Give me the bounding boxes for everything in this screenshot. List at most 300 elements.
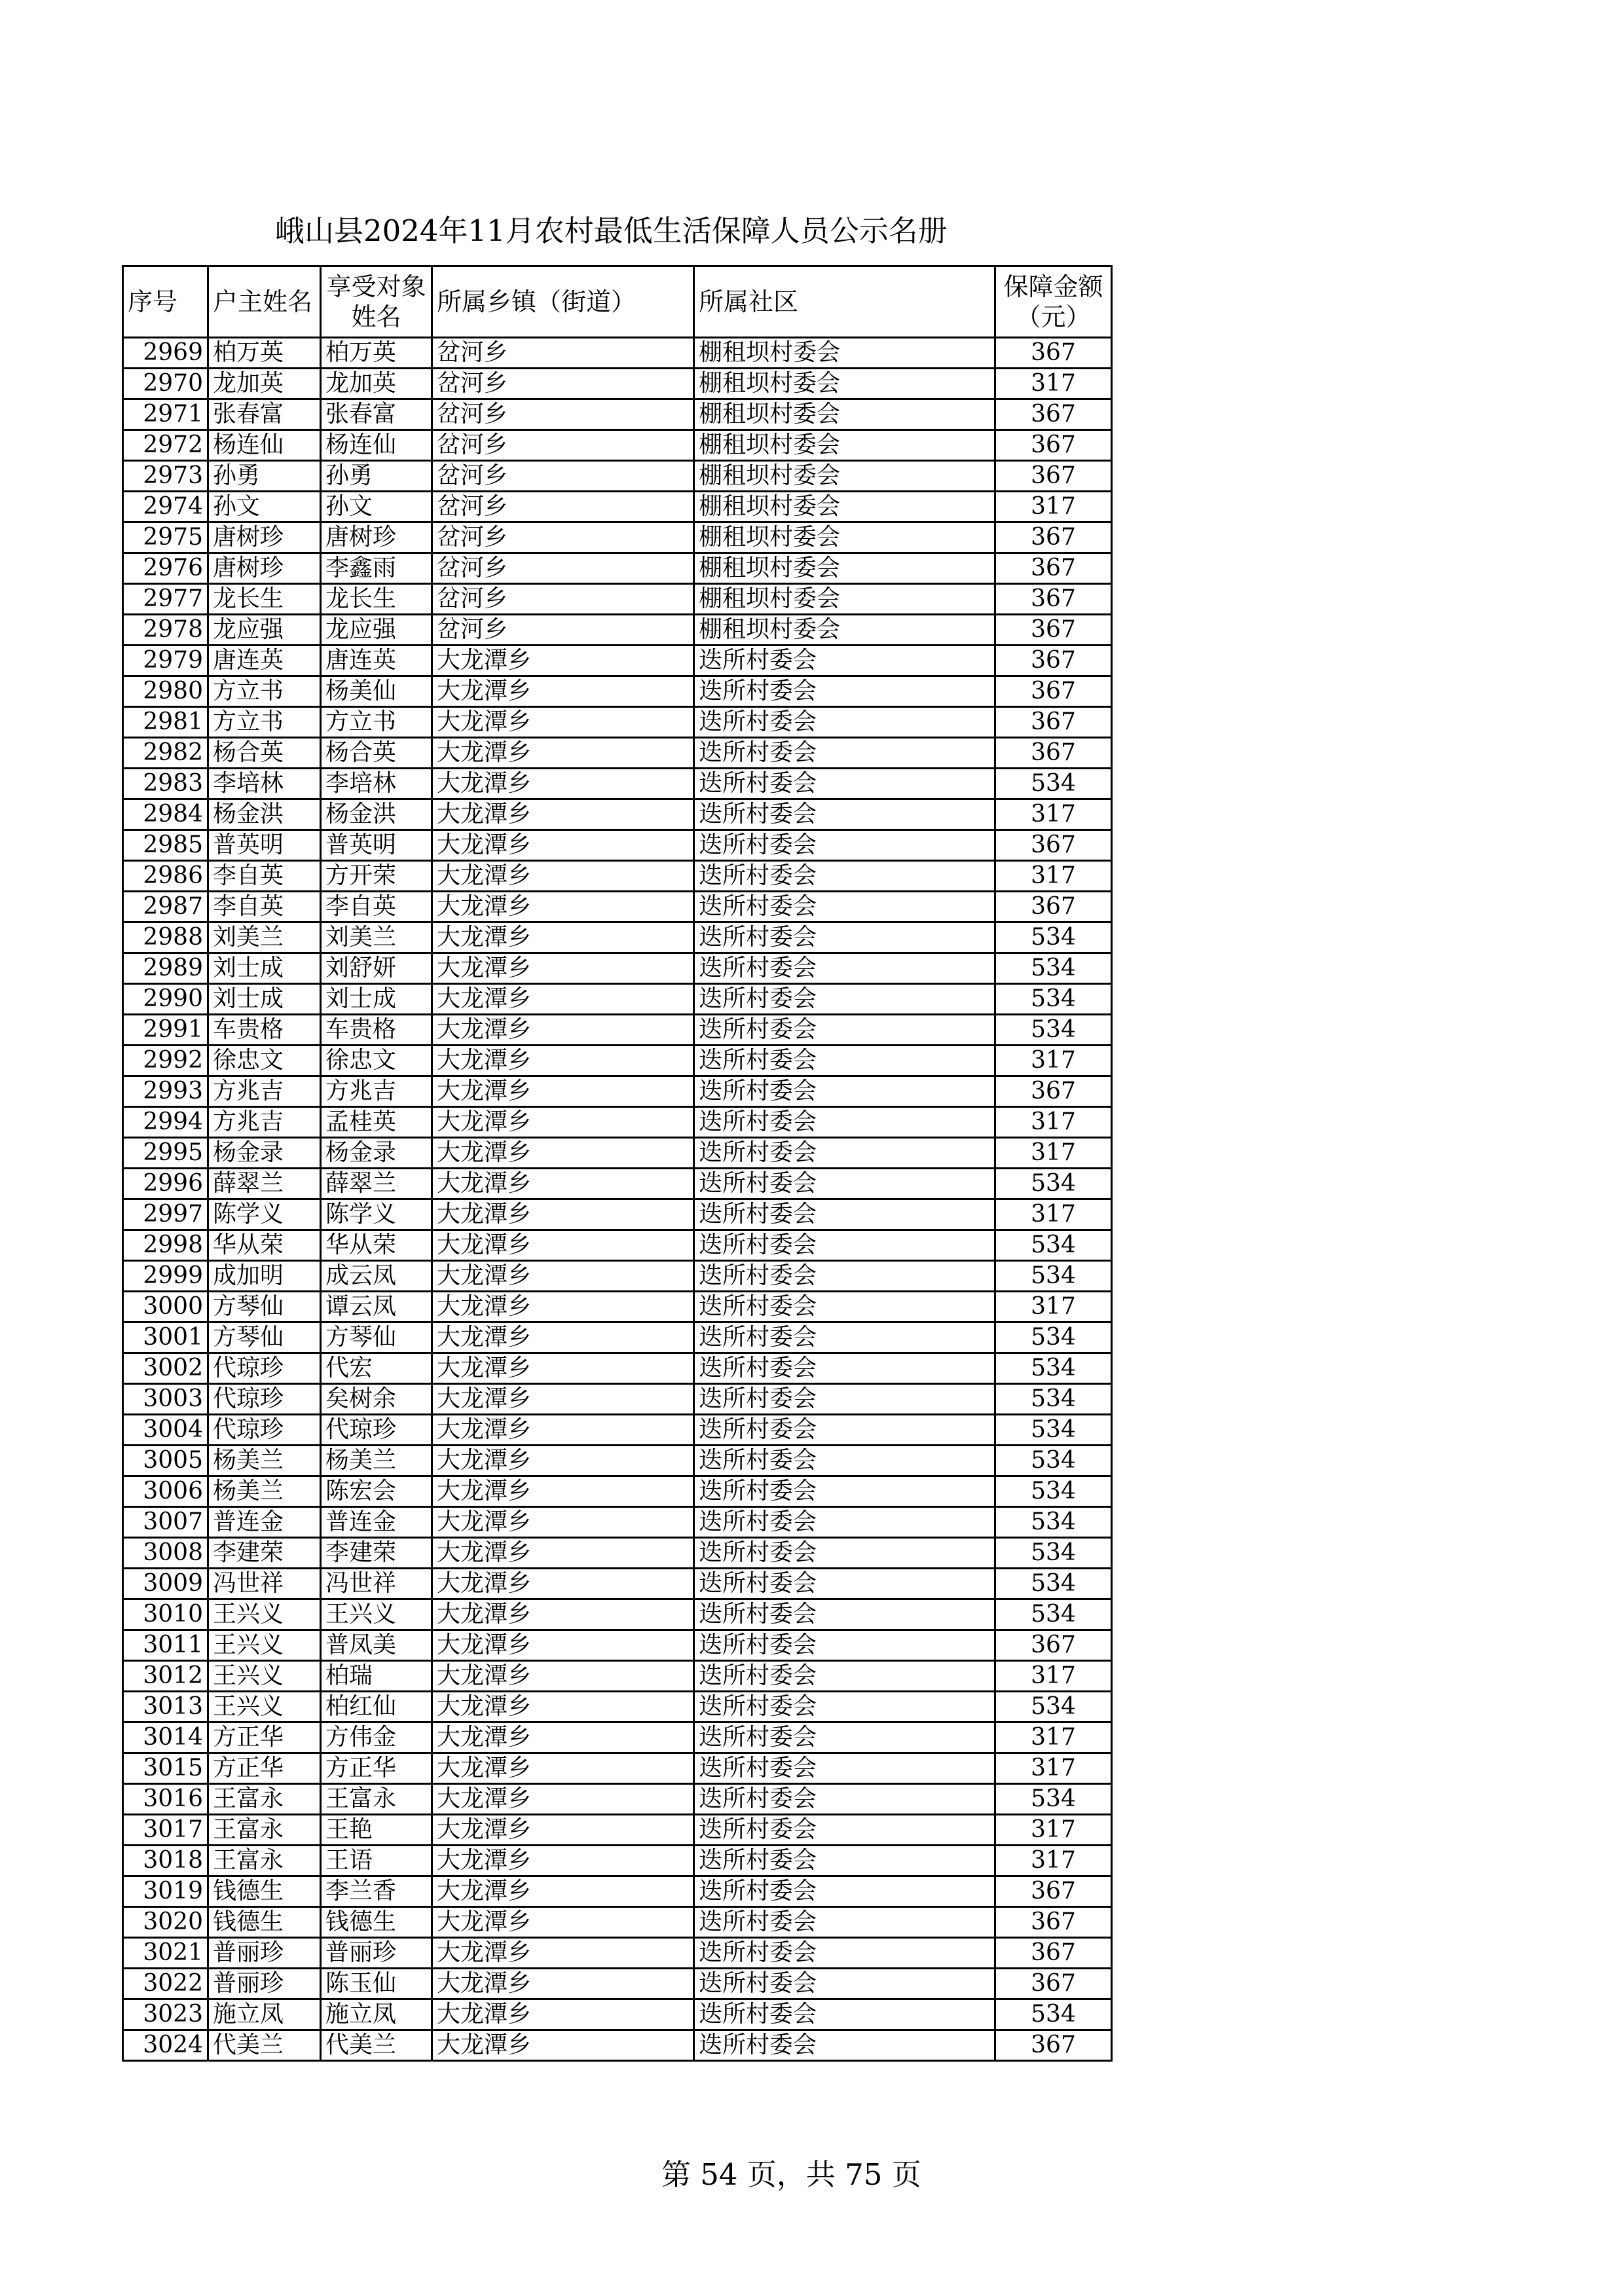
beneficiary-cell: 王兴义 bbox=[321, 1599, 432, 1630]
table-row bbox=[123, 1630, 1112, 1661]
beneficiary-cell: 杨美仙 bbox=[321, 676, 432, 707]
community-cell: 迭所村委会 bbox=[694, 1138, 995, 1169]
seq-cell: 2977 bbox=[123, 584, 208, 615]
householder-cell: 薛翠兰 bbox=[208, 1169, 321, 1199]
town-cell: 大龙潭乡 bbox=[432, 1138, 694, 1169]
amount-cell: 317 bbox=[995, 1046, 1112, 1076]
town-cell: 大龙潭乡 bbox=[432, 1784, 694, 1815]
community-cell: 迭所村委会 bbox=[694, 1169, 995, 1199]
town-cell: 大龙潭乡 bbox=[432, 1107, 694, 1138]
amount-cell: 534 bbox=[995, 1353, 1112, 1384]
table-row bbox=[123, 1261, 1112, 1292]
beneficiary-cell: 王语 bbox=[321, 1846, 432, 1876]
householder-cell: 李培林 bbox=[208, 769, 321, 799]
town-cell: 大龙潭乡 bbox=[432, 1538, 694, 1569]
table-row bbox=[123, 799, 1112, 830]
householder-cell: 方琴仙 bbox=[208, 1292, 321, 1322]
householder-cell: 王富永 bbox=[208, 1784, 321, 1815]
seq-cell: 3008 bbox=[123, 1538, 208, 1569]
community-cell: 迭所村委会 bbox=[694, 1722, 995, 1753]
householder-cell: 方正华 bbox=[208, 1722, 321, 1753]
amount-cell: 534 bbox=[995, 1169, 1112, 1199]
householder-cell: 成加明 bbox=[208, 1261, 321, 1292]
table-row bbox=[123, 1815, 1112, 1846]
beneficiary-cell: 钱德生 bbox=[321, 1907, 432, 1938]
amount-cell: 367 bbox=[995, 1969, 1112, 1999]
town-cell: 大龙潭乡 bbox=[432, 1938, 694, 1969]
seq-cell: 2984 bbox=[123, 799, 208, 830]
community-cell: 迭所村委会 bbox=[694, 953, 995, 984]
householder-cell: 普丽珍 bbox=[208, 1969, 321, 1999]
community-cell: 迭所村委会 bbox=[694, 1753, 995, 1784]
header-amount: 保障金额（元） bbox=[995, 266, 1112, 338]
seq-cell: 2995 bbox=[123, 1138, 208, 1169]
seq-cell: 3003 bbox=[123, 1384, 208, 1415]
householder-cell: 李自英 bbox=[208, 861, 321, 892]
seq-cell: 2972 bbox=[123, 430, 208, 461]
householder-cell: 王兴义 bbox=[208, 1599, 321, 1630]
town-cell: 大龙潭乡 bbox=[432, 953, 694, 984]
town-cell: 大龙潭乡 bbox=[432, 1476, 694, 1507]
town-cell: 大龙潭乡 bbox=[432, 1999, 694, 2030]
table-row bbox=[123, 922, 1112, 953]
householder-cell: 刘士成 bbox=[208, 984, 321, 1015]
town-cell: 大龙潭乡 bbox=[432, 1384, 694, 1415]
community-cell: 迭所村委会 bbox=[694, 1446, 995, 1476]
table-row bbox=[123, 1538, 1112, 1569]
community-cell: 迭所村委会 bbox=[694, 1322, 995, 1353]
householder-cell: 王兴义 bbox=[208, 1661, 321, 1692]
beneficiary-cell: 车贵格 bbox=[321, 1015, 432, 1046]
beneficiary-cell: 徐忠文 bbox=[321, 1046, 432, 1076]
householder-cell: 杨美兰 bbox=[208, 1476, 321, 1507]
table-row bbox=[123, 430, 1112, 461]
seq-cell: 2991 bbox=[123, 1015, 208, 1046]
beneficiary-cell: 王艳 bbox=[321, 1815, 432, 1846]
beneficiary-cell: 方立书 bbox=[321, 707, 432, 738]
community-cell: 棚租坝村委会 bbox=[694, 369, 995, 399]
amount-cell: 367 bbox=[995, 1938, 1112, 1969]
seq-cell: 2986 bbox=[123, 861, 208, 892]
community-cell: 棚租坝村委会 bbox=[694, 553, 995, 584]
seq-cell: 3002 bbox=[123, 1353, 208, 1384]
town-cell: 大龙潭乡 bbox=[432, 1753, 694, 1784]
table-row bbox=[123, 1599, 1112, 1630]
householder-cell: 代琼珍 bbox=[208, 1353, 321, 1384]
householder-cell: 钱德生 bbox=[208, 1876, 321, 1907]
beneficiary-cell: 柏万英 bbox=[321, 338, 432, 369]
beneficiary-cell: 杨合英 bbox=[321, 738, 432, 769]
town-cell: 岔河乡 bbox=[432, 338, 694, 369]
householder-cell: 孙勇 bbox=[208, 461, 321, 492]
householder-cell: 李自英 bbox=[208, 892, 321, 922]
householder-cell: 方琴仙 bbox=[208, 1322, 321, 1353]
householder-cell: 冯世祥 bbox=[208, 1569, 321, 1599]
amount-cell: 367 bbox=[995, 553, 1112, 584]
beneficiary-cell: 方开荣 bbox=[321, 861, 432, 892]
town-cell: 大龙潭乡 bbox=[432, 1722, 694, 1753]
town-cell: 大龙潭乡 bbox=[432, 922, 694, 953]
table-row bbox=[123, 461, 1112, 492]
community-cell: 迭所村委会 bbox=[694, 892, 995, 922]
table-row bbox=[123, 553, 1112, 584]
amount-cell: 317 bbox=[995, 1846, 1112, 1876]
town-cell: 大龙潭乡 bbox=[432, 1661, 694, 1692]
town-cell: 大龙潭乡 bbox=[432, 1046, 694, 1076]
table-row bbox=[123, 2030, 1112, 2061]
seq-cell: 2974 bbox=[123, 492, 208, 522]
community-cell: 迭所村委会 bbox=[694, 1538, 995, 1569]
table-row bbox=[123, 399, 1112, 430]
householder-cell: 唐树珍 bbox=[208, 522, 321, 553]
seq-cell: 3012 bbox=[123, 1661, 208, 1692]
table-row bbox=[123, 1507, 1112, 1538]
householder-cell: 华从荣 bbox=[208, 1230, 321, 1261]
amount-cell: 534 bbox=[995, 1692, 1112, 1722]
community-cell: 棚租坝村委会 bbox=[694, 522, 995, 553]
town-cell: 大龙潭乡 bbox=[432, 1415, 694, 1446]
community-cell: 迭所村委会 bbox=[694, 1630, 995, 1661]
amount-cell: 317 bbox=[995, 369, 1112, 399]
table-row bbox=[123, 861, 1112, 892]
amount-cell: 367 bbox=[995, 830, 1112, 861]
community-cell: 迭所村委会 bbox=[694, 1784, 995, 1815]
town-cell: 大龙潭乡 bbox=[432, 830, 694, 861]
seq-cell: 3021 bbox=[123, 1938, 208, 1969]
community-cell: 迭所村委会 bbox=[694, 984, 995, 1015]
amount-cell: 534 bbox=[995, 1599, 1112, 1630]
table-row bbox=[123, 1876, 1112, 1907]
community-cell: 迭所村委会 bbox=[694, 2030, 995, 2061]
table-row bbox=[123, 369, 1112, 399]
householder-cell: 张春富 bbox=[208, 399, 321, 430]
community-cell: 迭所村委会 bbox=[694, 1015, 995, 1046]
table-row bbox=[123, 1846, 1112, 1876]
town-cell: 大龙潭乡 bbox=[432, 1569, 694, 1599]
beneficiary-cell: 孟桂英 bbox=[321, 1107, 432, 1138]
amount-cell: 367 bbox=[995, 522, 1112, 553]
community-cell: 迭所村委会 bbox=[694, 769, 995, 799]
beneficiary-cell: 矣树余 bbox=[321, 1384, 432, 1415]
table-row bbox=[123, 1138, 1112, 1169]
amount-cell: 317 bbox=[995, 861, 1112, 892]
community-cell: 迭所村委会 bbox=[694, 707, 995, 738]
amount-cell: 534 bbox=[995, 1569, 1112, 1599]
beneficiary-cell: 李兰香 bbox=[321, 1876, 432, 1907]
town-cell: 大龙潭乡 bbox=[432, 1261, 694, 1292]
table-row bbox=[123, 1169, 1112, 1199]
seq-cell: 3016 bbox=[123, 1784, 208, 1815]
amount-cell: 317 bbox=[995, 1199, 1112, 1230]
table-row bbox=[123, 1969, 1112, 1999]
table-row bbox=[123, 1230, 1112, 1261]
householder-cell: 方兆吉 bbox=[208, 1076, 321, 1107]
amount-cell: 367 bbox=[995, 430, 1112, 461]
beneficiary-cell: 柏瑞 bbox=[321, 1661, 432, 1692]
community-cell: 迭所村委会 bbox=[694, 676, 995, 707]
town-cell: 大龙潭乡 bbox=[432, 1630, 694, 1661]
town-cell: 大龙潭乡 bbox=[432, 707, 694, 738]
table-row bbox=[123, 1292, 1112, 1322]
amount-cell: 534 bbox=[995, 1507, 1112, 1538]
town-cell: 大龙潭乡 bbox=[432, 1876, 694, 1907]
householder-cell: 龙应强 bbox=[208, 615, 321, 646]
table-row bbox=[123, 1569, 1112, 1599]
town-cell: 岔河乡 bbox=[432, 461, 694, 492]
header-beneficiary: 享受对象姓名 bbox=[321, 266, 432, 338]
town-cell: 大龙潭乡 bbox=[432, 738, 694, 769]
seq-cell: 2999 bbox=[123, 1261, 208, 1292]
seq-cell: 2988 bbox=[123, 922, 208, 953]
householder-cell: 杨连仙 bbox=[208, 430, 321, 461]
seq-cell: 2970 bbox=[123, 369, 208, 399]
community-cell: 迭所村委会 bbox=[694, 1846, 995, 1876]
table-row bbox=[123, 1784, 1112, 1815]
beneficiary-cell: 方伟金 bbox=[321, 1722, 432, 1753]
table-row bbox=[123, 522, 1112, 553]
seq-cell: 2992 bbox=[123, 1046, 208, 1076]
beneficiary-cell: 陈宏会 bbox=[321, 1476, 432, 1507]
beneficiary-cell: 龙长生 bbox=[321, 584, 432, 615]
amount-cell: 317 bbox=[995, 1138, 1112, 1169]
community-cell: 迭所村委会 bbox=[694, 1507, 995, 1538]
seq-cell: 3015 bbox=[123, 1753, 208, 1784]
page-title: 峨山县2024年11月农村最低生活保障人员公示名册 bbox=[275, 213, 948, 248]
seq-cell: 2983 bbox=[123, 769, 208, 799]
town-cell: 大龙潭乡 bbox=[432, 2030, 694, 2061]
town-cell: 大龙潭乡 bbox=[432, 1230, 694, 1261]
seq-cell: 2971 bbox=[123, 399, 208, 430]
community-cell: 迭所村委会 bbox=[694, 922, 995, 953]
community-cell: 迭所村委会 bbox=[694, 1476, 995, 1507]
seq-cell: 2989 bbox=[123, 953, 208, 984]
town-cell: 大龙潭乡 bbox=[432, 1815, 694, 1846]
seq-cell: 3000 bbox=[123, 1292, 208, 1322]
seq-cell: 3009 bbox=[123, 1569, 208, 1599]
amount-cell: 367 bbox=[995, 1076, 1112, 1107]
table-row bbox=[123, 769, 1112, 799]
seq-cell: 3017 bbox=[123, 1815, 208, 1846]
amount-cell: 367 bbox=[995, 646, 1112, 676]
householder-cell: 普丽珍 bbox=[208, 1938, 321, 1969]
amount-cell: 367 bbox=[995, 707, 1112, 738]
amount-cell: 534 bbox=[995, 1538, 1112, 1569]
table-row bbox=[123, 953, 1112, 984]
community-cell: 棚租坝村委会 bbox=[694, 461, 995, 492]
table-row bbox=[123, 492, 1112, 522]
town-cell: 大龙潭乡 bbox=[432, 1353, 694, 1384]
seq-cell: 2998 bbox=[123, 1230, 208, 1261]
seq-cell: 3001 bbox=[123, 1322, 208, 1353]
householder-cell: 方正华 bbox=[208, 1753, 321, 1784]
community-cell: 迭所村委会 bbox=[694, 830, 995, 861]
amount-cell: 534 bbox=[995, 1784, 1112, 1815]
town-cell: 大龙潭乡 bbox=[432, 1076, 694, 1107]
beneficiary-cell: 普连金 bbox=[321, 1507, 432, 1538]
header-seq: 序号 bbox=[123, 266, 208, 338]
householder-cell: 代琼珍 bbox=[208, 1415, 321, 1446]
amount-cell: 534 bbox=[995, 1261, 1112, 1292]
community-cell: 迭所村委会 bbox=[694, 1353, 995, 1384]
community-cell: 迭所村委会 bbox=[694, 1969, 995, 1999]
householder-cell: 唐树珍 bbox=[208, 553, 321, 584]
seq-cell: 3019 bbox=[123, 1876, 208, 1907]
householder-cell: 杨美兰 bbox=[208, 1446, 321, 1476]
table-row bbox=[123, 1446, 1112, 1476]
amount-cell: 367 bbox=[995, 1876, 1112, 1907]
beneficiary-cell: 龙加英 bbox=[321, 369, 432, 399]
community-cell: 迭所村委会 bbox=[694, 1815, 995, 1846]
amount-cell: 317 bbox=[995, 492, 1112, 522]
town-cell: 岔河乡 bbox=[432, 369, 694, 399]
table-row bbox=[123, 1692, 1112, 1722]
amount-cell: 317 bbox=[995, 1815, 1112, 1846]
amount-cell: 534 bbox=[995, 1415, 1112, 1446]
seq-cell: 3007 bbox=[123, 1507, 208, 1538]
beneficiary-cell: 刘美兰 bbox=[321, 922, 432, 953]
community-cell: 棚租坝村委会 bbox=[694, 399, 995, 430]
community-cell: 棚租坝村委会 bbox=[694, 615, 995, 646]
householder-cell: 王兴义 bbox=[208, 1630, 321, 1661]
beneficiary-cell: 柏红仙 bbox=[321, 1692, 432, 1722]
table-row bbox=[123, 1907, 1112, 1938]
householder-cell: 王富永 bbox=[208, 1846, 321, 1876]
community-cell: 棚租坝村委会 bbox=[694, 492, 995, 522]
beneficiary-cell: 代琼珍 bbox=[321, 1415, 432, 1446]
beneficiary-cell: 李自英 bbox=[321, 892, 432, 922]
community-cell: 迭所村委会 bbox=[694, 1261, 995, 1292]
community-cell: 迭所村委会 bbox=[694, 1415, 995, 1446]
town-cell: 岔河乡 bbox=[432, 584, 694, 615]
seq-cell: 2969 bbox=[123, 338, 208, 369]
beneficiary-cell: 方兆吉 bbox=[321, 1076, 432, 1107]
amount-cell: 317 bbox=[995, 1107, 1112, 1138]
table-row bbox=[123, 1476, 1112, 1507]
town-cell: 大龙潭乡 bbox=[432, 1599, 694, 1630]
beneficiary-cell: 普凤美 bbox=[321, 1630, 432, 1661]
householder-cell: 杨金录 bbox=[208, 1138, 321, 1169]
table-row bbox=[123, 984, 1112, 1015]
table-row bbox=[123, 738, 1112, 769]
amount-cell: 534 bbox=[995, 1322, 1112, 1353]
householder-cell: 刘士成 bbox=[208, 953, 321, 984]
table-row bbox=[123, 1661, 1112, 1692]
table-row bbox=[123, 1753, 1112, 1784]
table-row bbox=[123, 1353, 1112, 1384]
community-cell: 迭所村委会 bbox=[694, 1384, 995, 1415]
seq-cell: 3010 bbox=[123, 1599, 208, 1630]
householder-cell: 陈学义 bbox=[208, 1199, 321, 1230]
community-cell: 迭所村委会 bbox=[694, 1692, 995, 1722]
seq-cell: 3013 bbox=[123, 1692, 208, 1722]
beneficiary-cell: 刘士成 bbox=[321, 984, 432, 1015]
table-row bbox=[123, 615, 1112, 646]
seq-cell: 2997 bbox=[123, 1199, 208, 1230]
seq-cell: 3020 bbox=[123, 1907, 208, 1938]
householder-cell: 唐连英 bbox=[208, 646, 321, 676]
community-cell: 迭所村委会 bbox=[694, 1230, 995, 1261]
header-community: 所属社区 bbox=[694, 266, 995, 338]
amount-cell: 317 bbox=[995, 1722, 1112, 1753]
beneficiary-cell: 唐连英 bbox=[321, 646, 432, 676]
beneficiary-cell: 成云凤 bbox=[321, 1261, 432, 1292]
amount-cell: 367 bbox=[995, 338, 1112, 369]
seq-cell: 3023 bbox=[123, 1999, 208, 2030]
amount-cell: 367 bbox=[995, 2030, 1112, 2061]
community-cell: 迭所村委会 bbox=[694, 1876, 995, 1907]
amount-cell: 317 bbox=[995, 1292, 1112, 1322]
beneficiary-cell: 冯世祥 bbox=[321, 1569, 432, 1599]
community-cell: 迭所村委会 bbox=[694, 738, 995, 769]
town-cell: 大龙潭乡 bbox=[432, 892, 694, 922]
seq-cell: 2980 bbox=[123, 676, 208, 707]
town-cell: 岔河乡 bbox=[432, 553, 694, 584]
town-cell: 大龙潭乡 bbox=[432, 1507, 694, 1538]
town-cell: 大龙潭乡 bbox=[432, 1692, 694, 1722]
amount-cell: 367 bbox=[995, 615, 1112, 646]
town-cell: 岔河乡 bbox=[432, 430, 694, 461]
community-cell: 迭所村委会 bbox=[694, 1076, 995, 1107]
amount-cell: 367 bbox=[995, 584, 1112, 615]
householder-cell: 施立凤 bbox=[208, 1999, 321, 2030]
beneficiary-cell: 孙文 bbox=[321, 492, 432, 522]
seq-cell: 3018 bbox=[123, 1846, 208, 1876]
town-cell: 岔河乡 bbox=[432, 492, 694, 522]
table-row bbox=[123, 1999, 1112, 2030]
town-cell: 大龙潭乡 bbox=[432, 1169, 694, 1199]
beneficiary-cell: 张春富 bbox=[321, 399, 432, 430]
beneficiary-cell: 李培林 bbox=[321, 769, 432, 799]
beneficiary-cell: 唐树珍 bbox=[321, 522, 432, 553]
seq-cell: 3011 bbox=[123, 1630, 208, 1661]
seq-cell: 2990 bbox=[123, 984, 208, 1015]
beneficiary-cell: 谭云凤 bbox=[321, 1292, 432, 1322]
table-row bbox=[123, 1722, 1112, 1753]
beneficiary-cell: 杨金录 bbox=[321, 1138, 432, 1169]
beneficiary-cell: 陈学义 bbox=[321, 1199, 432, 1230]
amount-cell: 534 bbox=[995, 769, 1112, 799]
amount-cell: 317 bbox=[995, 799, 1112, 830]
community-cell: 迭所村委会 bbox=[694, 1199, 995, 1230]
community-cell: 迭所村委会 bbox=[694, 1046, 995, 1076]
seq-cell: 2979 bbox=[123, 646, 208, 676]
roster-table bbox=[122, 265, 1113, 2062]
roster-body bbox=[123, 338, 1112, 2061]
beneficiary-cell: 方琴仙 bbox=[321, 1322, 432, 1353]
seq-cell: 2982 bbox=[123, 738, 208, 769]
beneficiary-cell: 杨金洪 bbox=[321, 799, 432, 830]
amount-cell: 367 bbox=[995, 461, 1112, 492]
table-row bbox=[123, 892, 1112, 922]
table-row bbox=[123, 1199, 1112, 1230]
seq-cell: 3014 bbox=[123, 1722, 208, 1753]
community-cell: 迭所村委会 bbox=[694, 1599, 995, 1630]
beneficiary-cell: 华从荣 bbox=[321, 1230, 432, 1261]
amount-cell: 534 bbox=[995, 1015, 1112, 1046]
beneficiary-cell: 代宏 bbox=[321, 1353, 432, 1384]
beneficiary-cell: 孙勇 bbox=[321, 461, 432, 492]
householder-cell: 王兴义 bbox=[208, 1692, 321, 1722]
householder-cell: 代美兰 bbox=[208, 2030, 321, 2061]
beneficiary-cell: 刘舒妍 bbox=[321, 953, 432, 984]
table-row bbox=[123, 1107, 1112, 1138]
householder-cell: 方立书 bbox=[208, 676, 321, 707]
seq-cell: 3024 bbox=[123, 2030, 208, 2061]
community-cell: 迭所村委会 bbox=[694, 1292, 995, 1322]
town-cell: 大龙潭乡 bbox=[432, 1907, 694, 1938]
town-cell: 大龙潭乡 bbox=[432, 769, 694, 799]
community-cell: 迭所村委会 bbox=[694, 1661, 995, 1692]
